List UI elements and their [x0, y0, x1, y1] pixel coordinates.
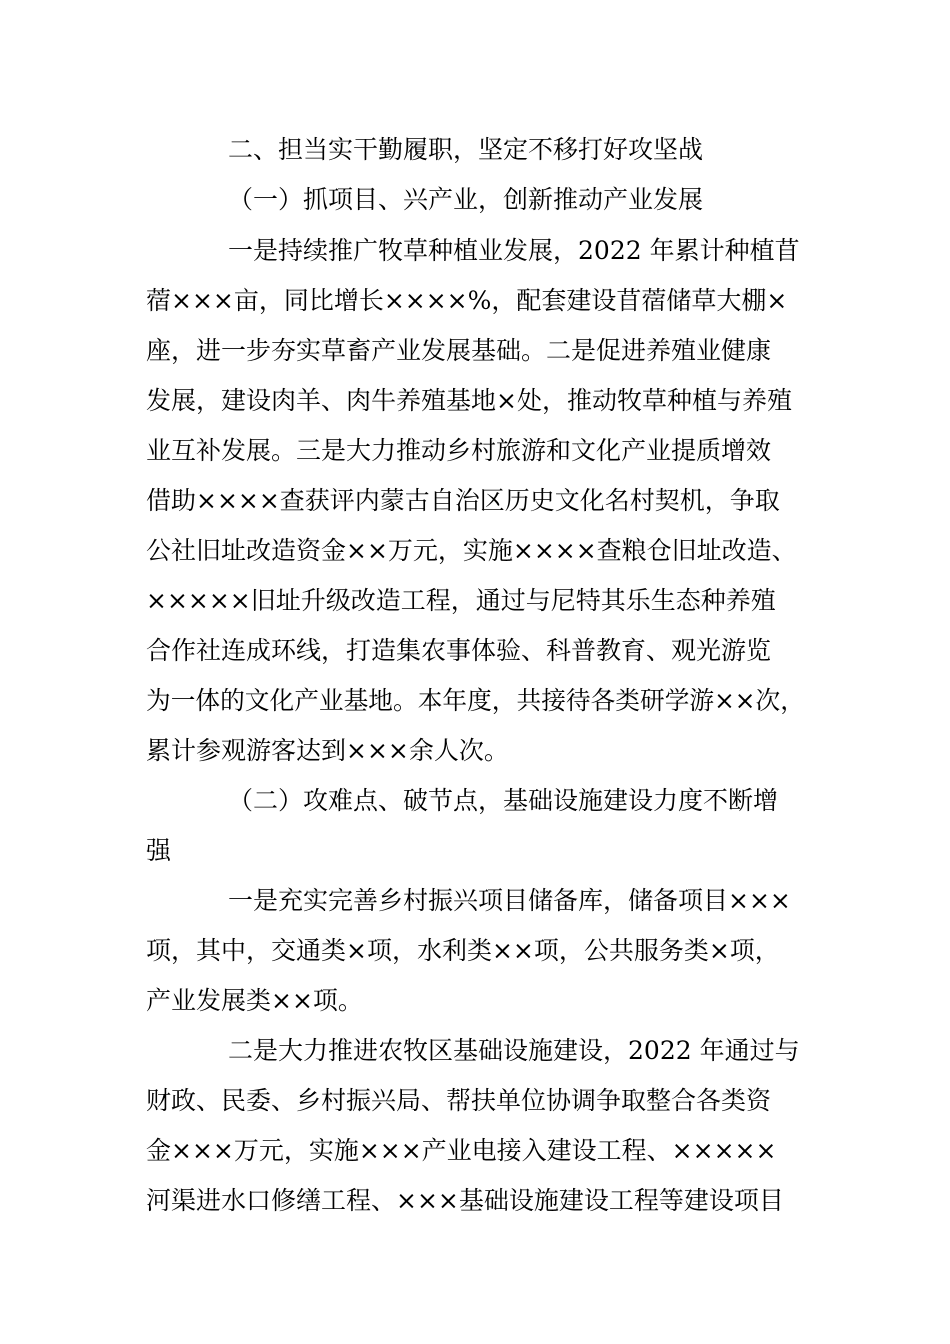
paragraph-line: 合作社连成环线，打造集农事体验、科普教育、观光游览	[146, 636, 772, 665]
paragraph-line: 一是充实完善乡村振兴项目储备库，储备项目×××	[228, 886, 791, 915]
paragraph-line: 金×××万元，实施×××产业电接入建设工程、×××××	[146, 1136, 777, 1165]
paragraph-line: 财政、民委、乡村振兴局、帮扶单位协调争取整合各类资	[146, 1086, 772, 1115]
heading-line: （二）攻难点、破节点，基础设施建设力度不断增	[228, 786, 779, 815]
paragraph-line: 业互补发展。三是大力推动乡村旅游和文化产业提质增效	[146, 436, 772, 465]
paragraph-line: 借助××××查获评内蒙古自治区历史文化名村契机，争取	[146, 486, 780, 515]
paragraph-line: 一是持续推广牧草种植业发展，2022 年累计种植苜	[228, 236, 800, 265]
paragraph-line: 二是大力推进农牧区基础设施建设，2022 年通过与	[228, 1036, 800, 1065]
paragraph-line: 发展，建设肉羊、肉牛养殖基地×处，推动牧草种植与养殖	[146, 386, 792, 415]
paragraph-line: 蓿×××亩，同比增长××××%，配套建设苜蓿储草大棚×	[146, 286, 788, 315]
paragraph-line: ×××××旧址升级改造工程，通过与尼特其乐生态种养殖	[146, 586, 776, 615]
paragraph-line: 公社旧址改造资金××万元，实施××××查粮仓旧址改造、	[146, 536, 797, 565]
section-heading: 二、担当实干勤履职，坚定不移打好攻坚战	[228, 135, 704, 164]
heading-line: 强	[146, 836, 172, 865]
paragraph-line: 座，进一步夯实草畜产业发展基础。二是促进养殖业健康	[146, 336, 772, 365]
subsection-heading-1: （一）抓项目、兴产业，创新推动产业发展	[228, 185, 704, 214]
paragraph-line: 河渠进水口修缮工程、×××基础设施建设工程等建设项目	[146, 1186, 784, 1215]
paragraph-line: 产业发展类××项。	[146, 986, 363, 1015]
paragraph-line: 项，其中，交通类×项，水利类××项，公共服务类×项，	[146, 936, 780, 965]
paragraph-line: 累计参观游客达到×××余人次。	[146, 736, 509, 765]
paragraph-line: 为一体的文化产业基地。本年度，共接待各类研学游××次，	[146, 686, 805, 715]
